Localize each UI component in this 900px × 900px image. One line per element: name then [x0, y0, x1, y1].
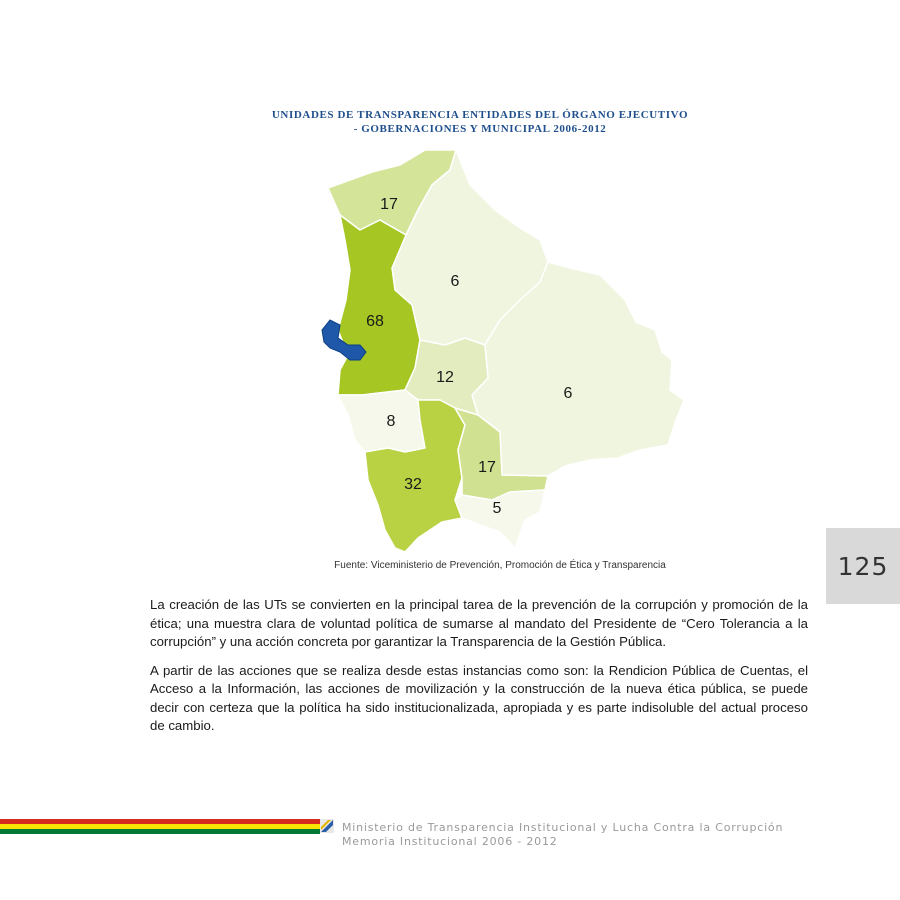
page-number-tab [826, 528, 900, 604]
region-label-chuquisaca: 17 [478, 459, 496, 476]
region-tarija [455, 490, 545, 548]
map-title-line2: - GOBERNACIONES Y MUNICIPAL 2006-2012 [353, 123, 607, 135]
map-title-line1: UNIDADES DE TRANSPARENCIA ENTIDADES DEL ÓRGANO EJECUTIVO [271, 109, 689, 121]
region-label-pando: 17 [380, 196, 398, 213]
region-label-potosi: 32 [404, 476, 422, 493]
page-number: 125 [837, 551, 889, 581]
footer-line2: Memoria Institucional 2006 - 2012 [342, 835, 558, 848]
region-label-tarija: 5 [492, 500, 502, 517]
region-label-oruro: 8 [386, 413, 396, 430]
footer-text [342, 821, 783, 849]
ministry-logo-icon [320, 819, 334, 833]
region-label-cochabamba: 12 [436, 369, 454, 386]
flag-stripe-green [0, 829, 320, 834]
region-label-la-paz: 68 [366, 313, 384, 330]
flag-strip [0, 819, 320, 834]
region-label-santa-cruz: 6 [563, 385, 573, 402]
region-oruro [338, 390, 425, 452]
footer-line1: Ministerio de Transparencia Institucional y Lucha Contra la Corrupción [342, 821, 784, 834]
body-text [150, 596, 808, 746]
paragraph: La creación de las UTs se convierten en la principal tarea de la prevención de la corrupción y promoción de la ética; una muestra clara de voluntad política de sumarse al mandato del Presidente de “Cero Tolerancia a la corrupción” y una acción concreta por garantizar la Transparencia de la Gestión Pública. [150, 597, 808, 649]
map-source-note: Fuente: Viceministerio de Prevención, Promoción de Ética y Transparencia [334, 560, 666, 571]
region-label-beni: 6 [450, 273, 460, 290]
paragraph: A partir de las acciones que se realiza desde estas instancias como son: la Rendicion Pública de Cuentas, el Acceso a la Información, las acciones de movilización y la construcción de la nueva ética pública, se puede decir con certeza que la política ha sido institucionalizada, apropiada y es parte indisoluble del actual proceso de cambio. [150, 662, 808, 733]
